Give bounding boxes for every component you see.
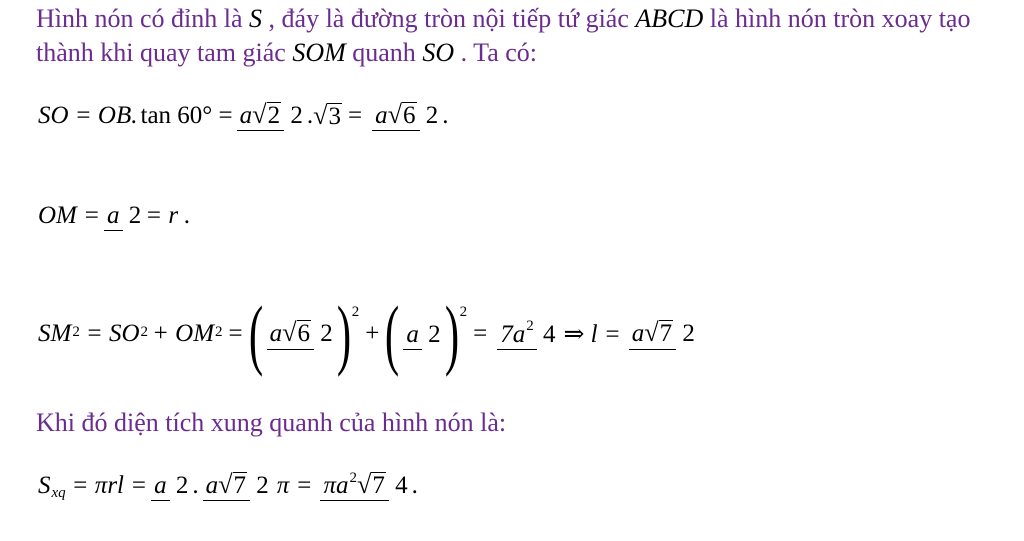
equation-om bbox=[38, 200, 191, 231]
fraction bbox=[497, 319, 555, 350]
var-SO: SO bbox=[422, 38, 455, 67]
equation-sm bbox=[38, 290, 699, 377]
intro-text: thành khi quay tam giác bbox=[36, 38, 286, 67]
eq-text: 2 bbox=[256, 472, 269, 499]
eq-text: tan 60° = bbox=[140, 101, 233, 129]
eq-text: . bbox=[192, 471, 199, 499]
eq-text: OM = bbox=[38, 201, 100, 229]
fraction: πa2√7 4 bbox=[320, 470, 407, 501]
eq-text: 7 bbox=[233, 472, 247, 499]
eq-text: 4 bbox=[542, 320, 556, 348]
eq-text: 2 bbox=[140, 323, 149, 340]
intro-line-2 bbox=[36, 38, 537, 68]
fraction bbox=[151, 470, 188, 501]
eq-text: a bbox=[205, 472, 219, 499]
fraction: a√6 2 bbox=[372, 100, 438, 131]
var-S: S bbox=[249, 4, 263, 33]
eq-text: . bbox=[411, 471, 418, 499]
fraction bbox=[104, 200, 141, 231]
eq-text: π = bbox=[276, 471, 313, 499]
fraction: a√2 2 bbox=[237, 100, 303, 131]
eq-text: 6 bbox=[403, 102, 416, 129]
eq-text: a bbox=[403, 322, 422, 350]
var-ABCD: ABCD bbox=[635, 4, 704, 33]
eq-text: 2 bbox=[267, 102, 281, 129]
eq-text: a bbox=[631, 320, 645, 348]
eq-text: 2 bbox=[425, 102, 439, 129]
eq-text: = πrl = bbox=[71, 471, 148, 499]
right-paren: ) bbox=[336, 290, 351, 377]
eq-text: . bbox=[442, 101, 449, 129]
eq-text: πa bbox=[323, 472, 349, 499]
eq-text: 2 bbox=[320, 320, 333, 348]
var-SOM: SOM bbox=[292, 38, 346, 67]
left-paren: ( bbox=[385, 290, 400, 377]
eq-text: ⇒ l = bbox=[563, 321, 621, 348]
intro-text: là hình nón tròn xoay tạo bbox=[709, 4, 971, 33]
intro-text: Hình nón có đỉnh là bbox=[36, 4, 243, 33]
sqrt: √3 bbox=[313, 100, 341, 130]
eq-text: 2 bbox=[175, 472, 189, 500]
eq-text: a bbox=[104, 203, 123, 231]
fraction bbox=[403, 319, 440, 350]
eq-text: a bbox=[151, 473, 170, 501]
intro-text: quanh bbox=[352, 38, 416, 67]
eq-text: xq bbox=[51, 485, 66, 502]
fraction: a√6 2 bbox=[267, 318, 333, 349]
fraction: a√7 2 bbox=[629, 318, 695, 349]
left-paren: ( bbox=[248, 290, 263, 377]
eq-text: 2 bbox=[526, 318, 534, 335]
eq-text: S bbox=[38, 471, 51, 499]
eq-text: a bbox=[269, 320, 283, 348]
eq-text: 2 bbox=[128, 202, 142, 229]
equation-so bbox=[38, 100, 449, 131]
eq-text: 7 bbox=[659, 320, 673, 348]
eq-text: . bbox=[306, 101, 314, 129]
fraction: a√7 2 bbox=[203, 470, 269, 501]
intro-text: . Ta có: bbox=[460, 38, 537, 67]
eq-text: 6 bbox=[297, 320, 311, 348]
eq-text: 2 bbox=[351, 303, 360, 320]
conclusion-text: Khi đó diện tích xung quanh của hình nón là: bbox=[36, 408, 507, 437]
eq-text: = SO bbox=[85, 320, 140, 347]
eq-text: SM bbox=[38, 320, 72, 347]
eq-text: 2 bbox=[349, 469, 357, 486]
eq-text: 3 bbox=[328, 102, 341, 130]
eq-text: a bbox=[375, 102, 388, 129]
eq-text: 2 bbox=[682, 320, 695, 348]
eq-text: 7a bbox=[500, 320, 526, 348]
intro-line-1 bbox=[36, 4, 970, 34]
eq-text: = bbox=[347, 101, 363, 129]
eq-text: 2 bbox=[72, 323, 80, 340]
eq-text: 4 bbox=[395, 472, 408, 499]
eq-text: = r . bbox=[145, 201, 191, 229]
eq-text: 7 bbox=[372, 472, 385, 499]
eq-text: a bbox=[239, 102, 253, 129]
eq-text: + OM bbox=[152, 320, 215, 347]
eq-text: 2 bbox=[428, 320, 441, 348]
eq-text: + bbox=[365, 320, 380, 347]
equation-sxq bbox=[38, 470, 418, 501]
intro-text: , đáy là đường tròn nội tiếp tứ giác bbox=[268, 4, 629, 33]
right-paren: ) bbox=[444, 290, 459, 377]
eq-text: 2 bbox=[215, 323, 223, 340]
eq-text: = bbox=[228, 320, 243, 347]
eq-text: 2 bbox=[290, 102, 303, 129]
eq-text: 2 bbox=[459, 303, 468, 320]
eq-text: SO = OB. bbox=[38, 101, 138, 129]
eq-text: = bbox=[473, 320, 488, 347]
